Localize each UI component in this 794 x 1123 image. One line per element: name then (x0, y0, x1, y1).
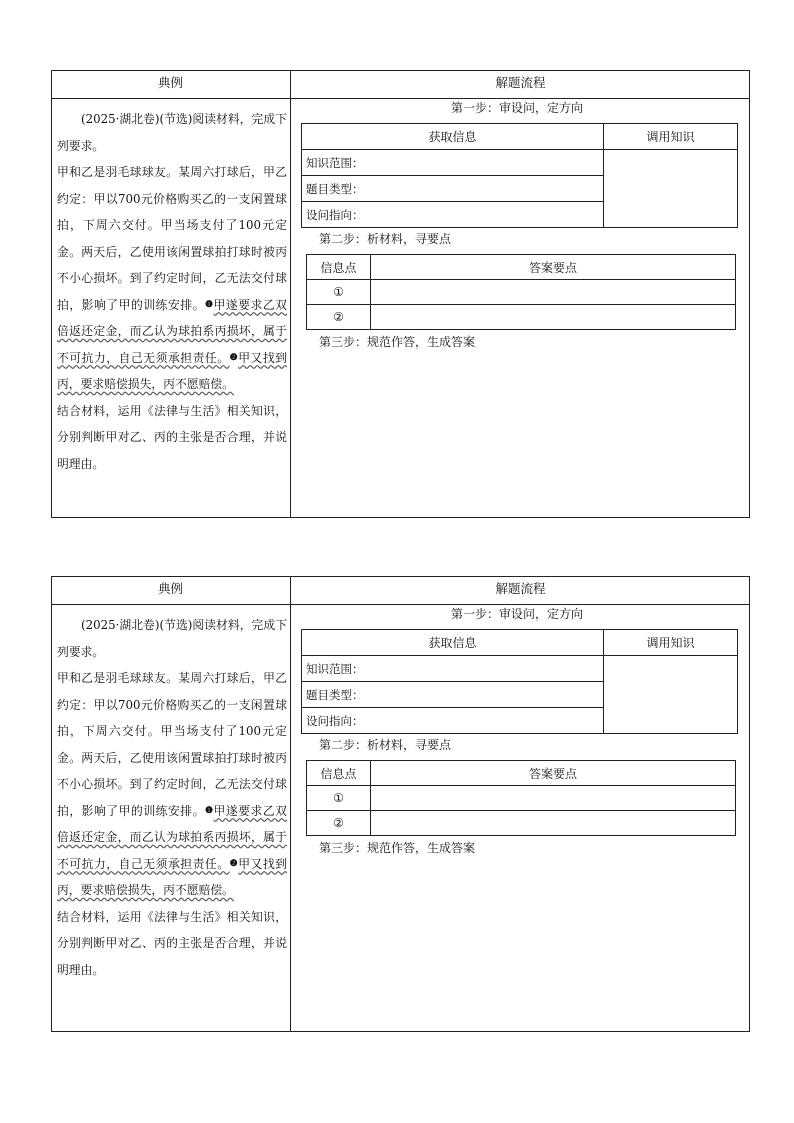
col-knowledge-header: 调用知识 (604, 630, 738, 656)
header-example: 典例 (157, 75, 183, 90)
knowledge-cell[interactable] (604, 150, 738, 228)
info-knowledge-table (301, 629, 738, 734)
col-answer-header: 答案要点 (371, 761, 736, 786)
example-source: (2025·湖北卷)(节选)阅读材料，完成下列要求。 (57, 112, 287, 153)
step-1-label: 第一步：审设问，定方向 (451, 101, 584, 115)
example-text (57, 106, 287, 477)
point-2: ② (307, 811, 371, 836)
claim-2: 甲又找到丙，要求赔偿损失，丙不愿赔偿。 (57, 856, 287, 897)
example-question: 结合材料，运用《法律与生活》相关知识，分别判断甲对乙、丙的主张是否合理，并说明理由。 (57, 909, 287, 977)
col-knowledge-header: 调用知识 (604, 124, 738, 150)
col-info-header: 获取信息 (302, 124, 604, 150)
claim-1: 甲遂要求乙双倍返还定金，而乙认为球拍系丙损坏，属于不可抗力，自己无须承担责任。 (57, 297, 287, 365)
marker-1: ❶ (204, 299, 214, 310)
col-info-header: 获取信息 (302, 630, 604, 656)
answer-cell-2[interactable] (371, 305, 736, 330)
point-2: ② (307, 305, 371, 330)
example-material (57, 159, 287, 398)
knowledge-cell[interactable] (604, 656, 738, 734)
col-answer-header: 答案要点 (371, 255, 736, 280)
info-row-type[interactable]: 题目类型： (302, 682, 604, 708)
step-3-label: 第三步：规范作答，生成答案 (319, 841, 476, 855)
claim-2: 甲又找到丙，要求赔偿损失，丙不愿赔偿。 (57, 350, 287, 391)
marker-1: ❶ (204, 805, 214, 816)
col-point-header: 信息点 (307, 761, 371, 786)
points-answers-table (306, 254, 736, 330)
worksheet-block-2 (51, 576, 750, 1032)
answer-cell-1[interactable] (371, 786, 736, 811)
info-row-scope[interactable]: 知识范围： (302, 656, 604, 682)
step-1-label: 第一步：审设问，定方向 (451, 607, 584, 621)
example-question: 结合材料，运用《法律与生活》相关知识，分别判断甲对乙、丙的主张是否合理，并说明理由。 (57, 403, 287, 471)
marker-2: ❷ (229, 352, 239, 363)
points-answers-table (306, 760, 736, 836)
step-3-label: 第三步：规范作答，生成答案 (319, 335, 476, 349)
info-row-direction[interactable]: 设问指向： (302, 708, 604, 734)
info-row-type[interactable]: 题目类型： (302, 176, 604, 202)
material-text: 甲和乙是羽毛球球友。某周六打球后，甲乙约定：甲以700元价格购买乙的一支闲置球拍，下周六交付。甲当场支付了100元定金。两天后，乙使用该闲置球拍打球时被丙不小心损坏。到了约定时间，乙无法交付球拍，影响了甲的训练安排。 (57, 165, 287, 312)
point-1: ① (307, 280, 371, 305)
col-point-header: 信息点 (307, 255, 371, 280)
answer-cell-2[interactable] (371, 811, 736, 836)
answer-cell-1[interactable] (371, 280, 736, 305)
info-row-scope[interactable]: 知识范围： (302, 150, 604, 176)
example-source: (2025·湖北卷)(节选)阅读材料，完成下列要求。 (57, 618, 287, 659)
step-2-label: 第二步：析材料，寻要点 (319, 738, 452, 752)
info-row-direction[interactable]: 设问指向： (302, 202, 604, 228)
worksheet-block-1 (51, 70, 750, 518)
column-divider (290, 70, 291, 518)
column-divider (290, 576, 291, 1032)
marker-2: ❷ (229, 858, 239, 869)
example-text (57, 612, 287, 983)
header-example: 典例 (157, 581, 183, 596)
header-flow: 解题流程 (495, 75, 546, 90)
info-knowledge-table (301, 123, 738, 228)
step-2-label: 第二步：析材料，寻要点 (319, 232, 452, 246)
material-text: 甲和乙是羽毛球球友。某周六打球后，甲乙约定：甲以700元价格购买乙的一支闲置球拍，下周六交付。甲当场支付了100元定金。两天后，乙使用该闲置球拍打球时被丙不小心损坏。到了约定时间，乙无法交付球拍，影响了甲的训练安排。 (57, 671, 287, 818)
example-material (57, 665, 287, 904)
claim-1: 甲遂要求乙双倍返还定金，而乙认为球拍系丙损坏，属于不可抗力，自己无须承担责任。 (57, 803, 287, 871)
point-1: ① (307, 786, 371, 811)
header-flow: 解题流程 (495, 581, 546, 596)
